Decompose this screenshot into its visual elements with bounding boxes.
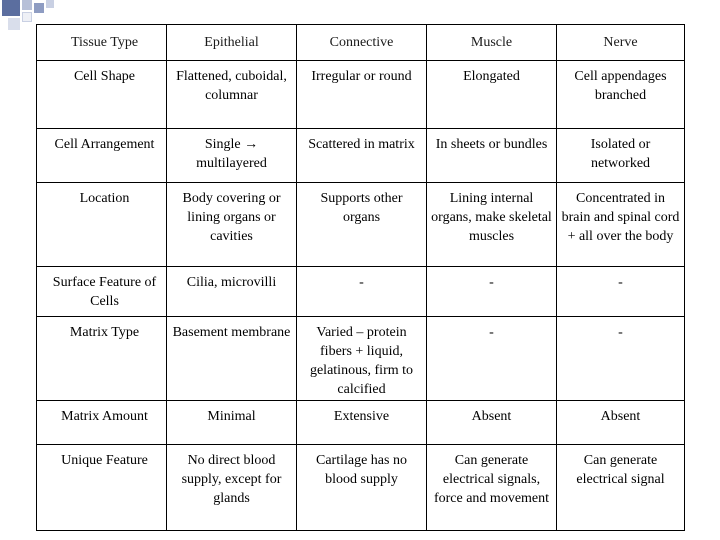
table-cell: Basement membrane xyxy=(167,317,297,401)
decor-square xyxy=(2,0,20,16)
decor-square xyxy=(22,12,32,22)
row-label: Surface Feature of Cells xyxy=(37,267,167,317)
decor-square xyxy=(34,3,44,13)
table-cell: Cartilage has no blood supply xyxy=(297,445,427,531)
tissue-comparison-table xyxy=(36,24,685,531)
table-row xyxy=(37,129,685,183)
table-row xyxy=(37,61,685,129)
table-header-row xyxy=(37,25,685,61)
table-cell: In sheets or bundles xyxy=(427,129,557,183)
table-cell: Supports other organs xyxy=(297,183,427,267)
decor-square xyxy=(8,18,20,30)
header-cell: Epithelial xyxy=(167,25,297,61)
row-label: Location xyxy=(37,183,167,267)
table-cell: Body covering or lining organs or cavities xyxy=(167,183,297,267)
table-cell: - xyxy=(297,267,427,317)
table-cell: Absent xyxy=(427,401,557,445)
table-cell: No direct blood supply, except for glands xyxy=(167,445,297,531)
table-cell: Single → multilayered xyxy=(167,129,297,183)
header-cell: Tissue Type xyxy=(37,25,167,61)
row-label: Unique Feature xyxy=(37,445,167,531)
row-label: Cell Arrangement xyxy=(37,129,167,183)
decor-square xyxy=(46,0,54,8)
table-cell: Cilia, microvilli xyxy=(167,267,297,317)
table-cell: Isolated or networked xyxy=(557,129,685,183)
table-cell: Concentrated in brain and spinal cord + all over the body xyxy=(557,183,685,267)
table-cell: Can generate electrical signals, force and movement xyxy=(427,445,557,531)
table-cell: Lining internal organs, make skeletal muscles xyxy=(427,183,557,267)
table-cell: Scattered in matrix xyxy=(297,129,427,183)
table-cell: Absent xyxy=(557,401,685,445)
table-cell: - xyxy=(557,267,685,317)
table-cell: - xyxy=(427,317,557,401)
header-cell: Connective xyxy=(297,25,427,61)
table-row xyxy=(37,183,685,267)
table-cell: Irregular or round xyxy=(297,61,427,129)
table-row xyxy=(37,267,685,317)
table-cell: Extensive xyxy=(297,401,427,445)
table-cell: Varied – protein fibers + liquid, gelatinous, firm to calcified xyxy=(297,317,427,401)
row-label: Matrix Type xyxy=(37,317,167,401)
table-cell: Minimal xyxy=(167,401,297,445)
table-cell: - xyxy=(427,267,557,317)
table-cell: Can generate electrical signal xyxy=(557,445,685,531)
table-cell: - xyxy=(557,317,685,401)
header-cell: Muscle xyxy=(427,25,557,61)
table-cell: Cell appendages branched xyxy=(557,61,685,129)
row-label: Cell Shape xyxy=(37,61,167,129)
table-row xyxy=(37,401,685,445)
row-label: Matrix Amount xyxy=(37,401,167,445)
table-cell: Flattened, cuboidal, columnar xyxy=(167,61,297,129)
header-cell: Nerve xyxy=(557,25,685,61)
decor-square xyxy=(22,0,32,10)
table-cell: Elongated xyxy=(427,61,557,129)
table-row xyxy=(37,445,685,531)
table-row xyxy=(37,317,685,401)
